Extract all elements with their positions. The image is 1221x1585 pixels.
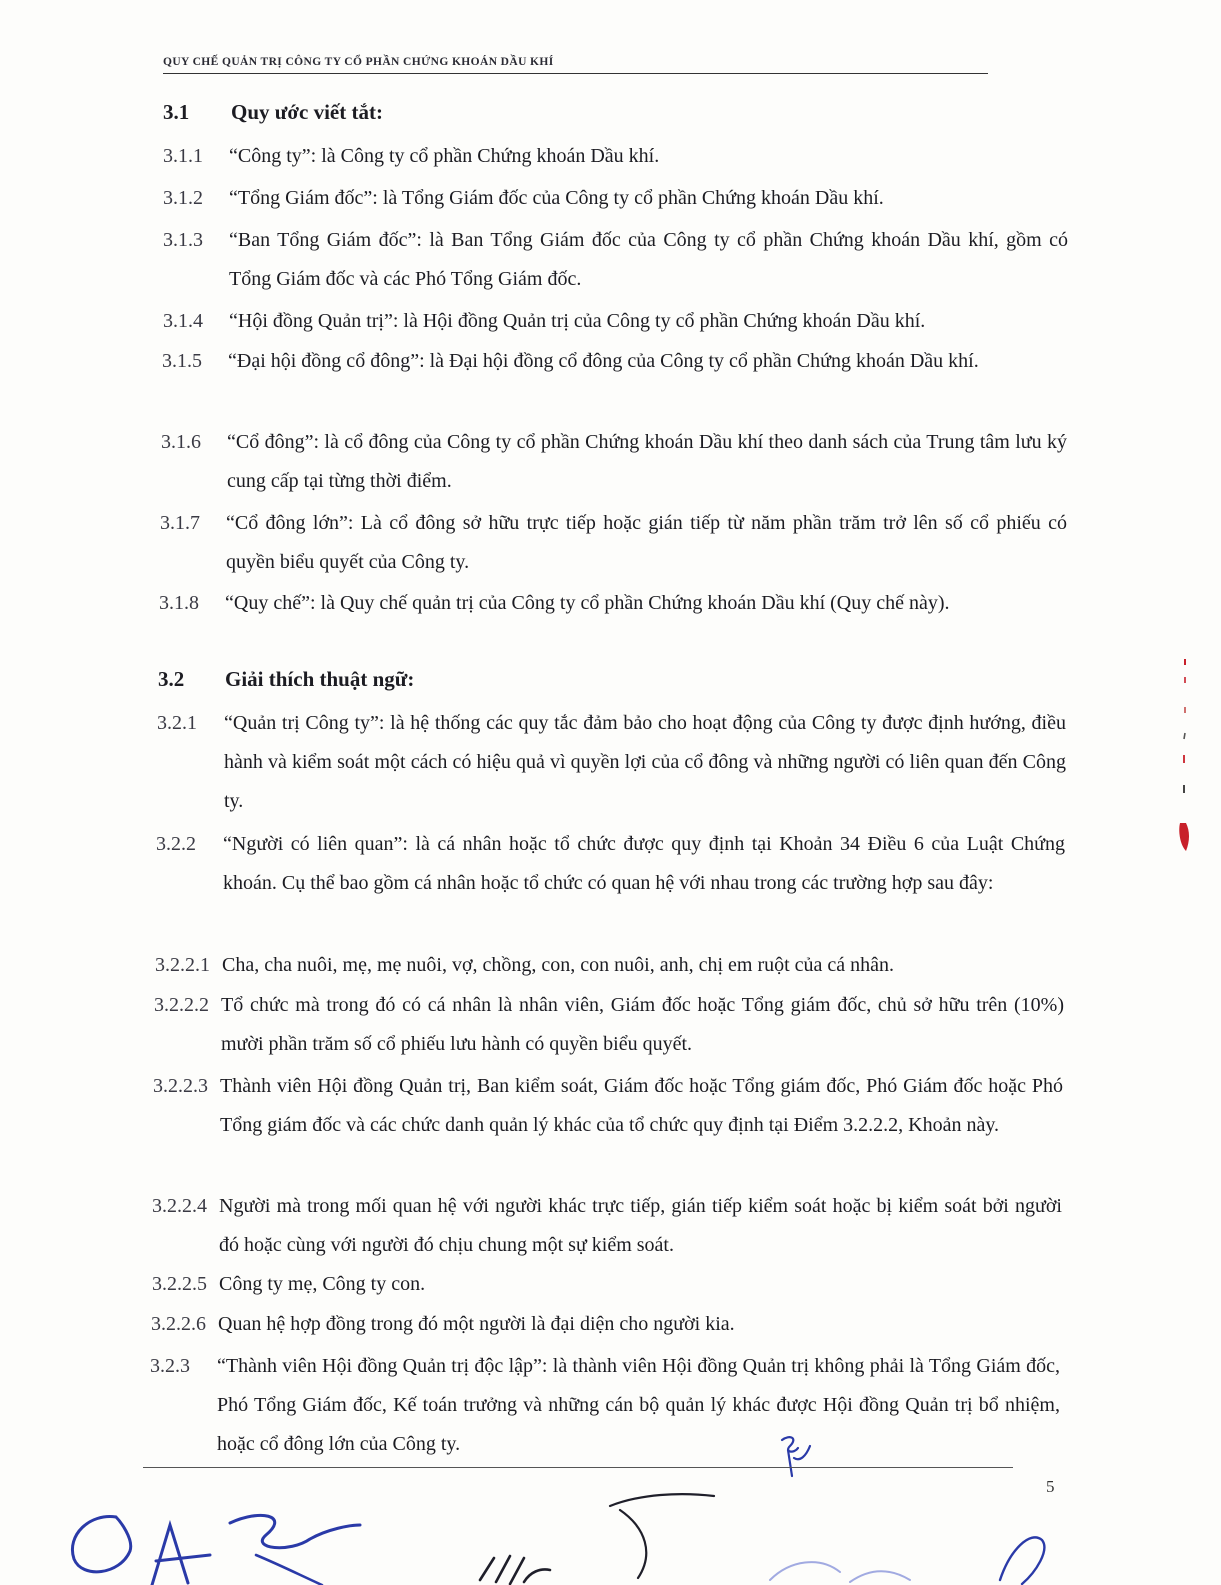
item-text: Tổ chức mà trong đó có cá nhân là nhân viên, Giám đốc hoặc Tổng giám đốc, chủ sở hữu trên (10%) mười phần trăm số cổ phiếu lưu hành có quyền biểu quyết.	[221, 994, 1064, 1055]
footer-rule	[143, 1467, 1013, 1468]
item-number: 3.2.2.2	[154, 994, 209, 1016]
item-text: “Quy chế”: là Quy chế quản trị của Công ty cổ phần Chứng khoán Dầu khí (Quy chế này).	[225, 592, 950, 614]
item-number: 3.1.5	[162, 350, 202, 372]
section-number: 3.2	[158, 667, 185, 691]
item-number: 3.1.4	[163, 310, 203, 332]
item-number: 3.2.2.6	[151, 1313, 206, 1335]
item-text: Thành viên Hội đồng Quản trị, Ban kiểm soát, Giám đốc hoặc Tổng giám đốc, Phó Giám đốc hoặc Phó Tổng giám đốc và các chức danh quản lý khác của tổ chức quy định tại Điểm 3.2.2.2, Khoản này.	[220, 1075, 1063, 1136]
item-text: Người mà trong mối quan hệ với người khác trực tiếp, gián tiếp kiểm soát hoặc bị kiểm soát bởi người đó hoặc cùng với người đó chịu chung một sự kiểm soát.	[219, 1195, 1062, 1256]
page-header: QUY CHẾ QUẢN TRỊ CÔNG TY CỔ PHẦN CHỨNG KHOÁN DẦU KHÍ	[163, 56, 988, 74]
item-number: 3.2.2.3	[153, 1075, 208, 1097]
item-text: Cha, cha nuôi, mẹ, mẹ nuôi, vợ, chồng, con, con nuôi, anh, chị em ruột của cá nhân.	[222, 954, 895, 976]
item-text: “Công ty”: là Công ty cổ phần Chứng khoán Dầu khí.	[229, 145, 660, 167]
section-title: Giải thích thuật ngữ:	[225, 667, 415, 691]
item-number: 3.2.1	[157, 712, 197, 734]
item-text: “Cổ đông lớn”: Là cổ đông sở hữu trực tiếp hoặc gián tiếp từ năm phần trăm trở lên số cổ phiếu có quyền biểu quyết của Công ty.	[226, 512, 1067, 573]
item-number: 3.2.2.1	[155, 954, 210, 976]
initials-mark	[776, 1432, 816, 1482]
page-number: 5	[1046, 1477, 1055, 1496]
item-number: 3.1.1	[163, 145, 203, 167]
item-text: “Quản trị Công ty”: là hệ thống các quy tắc đảm bảo cho hoạt động của Công ty được định hướng, điều hành và kiểm soát một cách có hiệu quả vì quyền lợi của cổ đông và những người có liên quan đến Công ty.	[224, 712, 1066, 812]
signature-right	[760, 1510, 1060, 1585]
item-number: 3.2.2	[156, 833, 196, 855]
signature-left	[60, 1495, 370, 1585]
signature-middle	[470, 1488, 730, 1585]
item-number: 3.2.2.4	[152, 1195, 207, 1217]
section-title: Quy ước viết tắt:	[231, 100, 383, 124]
item-text: “Đại hội đồng cổ đông”: là Đại hội đồng cổ đông của Công ty cổ phần Chứng khoán Dầu khí.	[228, 350, 979, 372]
item-text: “Ban Tổng Giám đốc”: là Ban Tổng Giám đốc của Công ty cổ phần Chứng khoán Dầu khí, gồm có Tổng Giám đốc và các Phó Tổng Giám đốc.	[229, 229, 1068, 290]
section-number: 3.1	[163, 100, 190, 124]
item-number: 3.1.8	[159, 592, 199, 614]
item-text: Công ty mẹ, Công ty con.	[219, 1273, 426, 1295]
item-text: “Người có liên quan”: là cá nhân hoặc tổ chức được quy định tại Khoản 34 Điều 6 của Luật Chứng khoán. Cụ thể bao gồm cá nhân hoặc tổ chức có quan hệ với nhau trong các trường hợp sau đây:	[223, 833, 1065, 894]
item-text: “Tổng Giám đốc”: là Tổng Giám đốc của Công ty cổ phần Chứng khoán Dầu khí.	[229, 187, 884, 209]
item-text: “Thành viên Hội đồng Quản trị độc lập”: là thành viên Hội đồng Quản trị không phải là Tổng Giám đốc, Phó Tổng Giám đốc, Kế toán trưởng và những cán bộ quản lý khác được Hội đồng Quản trị bổ nhiệm, hoặc cổ đông lớn của Công ty.	[217, 1355, 1060, 1455]
item-number: 3.1.3	[163, 229, 203, 251]
item-number: 3.2.2.5	[152, 1273, 207, 1295]
item-text: “Cổ đông”: là cổ đông của Công ty cổ phần Chứng khoán Dầu khí theo danh sách của Trung tâm lưu ký cung cấp tại từng thời điểm.	[227, 431, 1067, 492]
margin-marks	[1176, 655, 1196, 855]
item-number: 3.1.6	[161, 431, 201, 453]
item-number: 3.1.7	[160, 512, 200, 534]
item-number: 3.2.3	[150, 1355, 190, 1377]
item-text: Quan hệ hợp đồng trong đó một người là đại diện cho người kia.	[218, 1313, 735, 1335]
item-text: “Hội đồng Quản trị”: là Hội đồng Quản trị của Công ty cổ phần Chứng khoán Dầu khí.	[229, 310, 926, 332]
item-number: 3.1.2	[163, 187, 203, 209]
